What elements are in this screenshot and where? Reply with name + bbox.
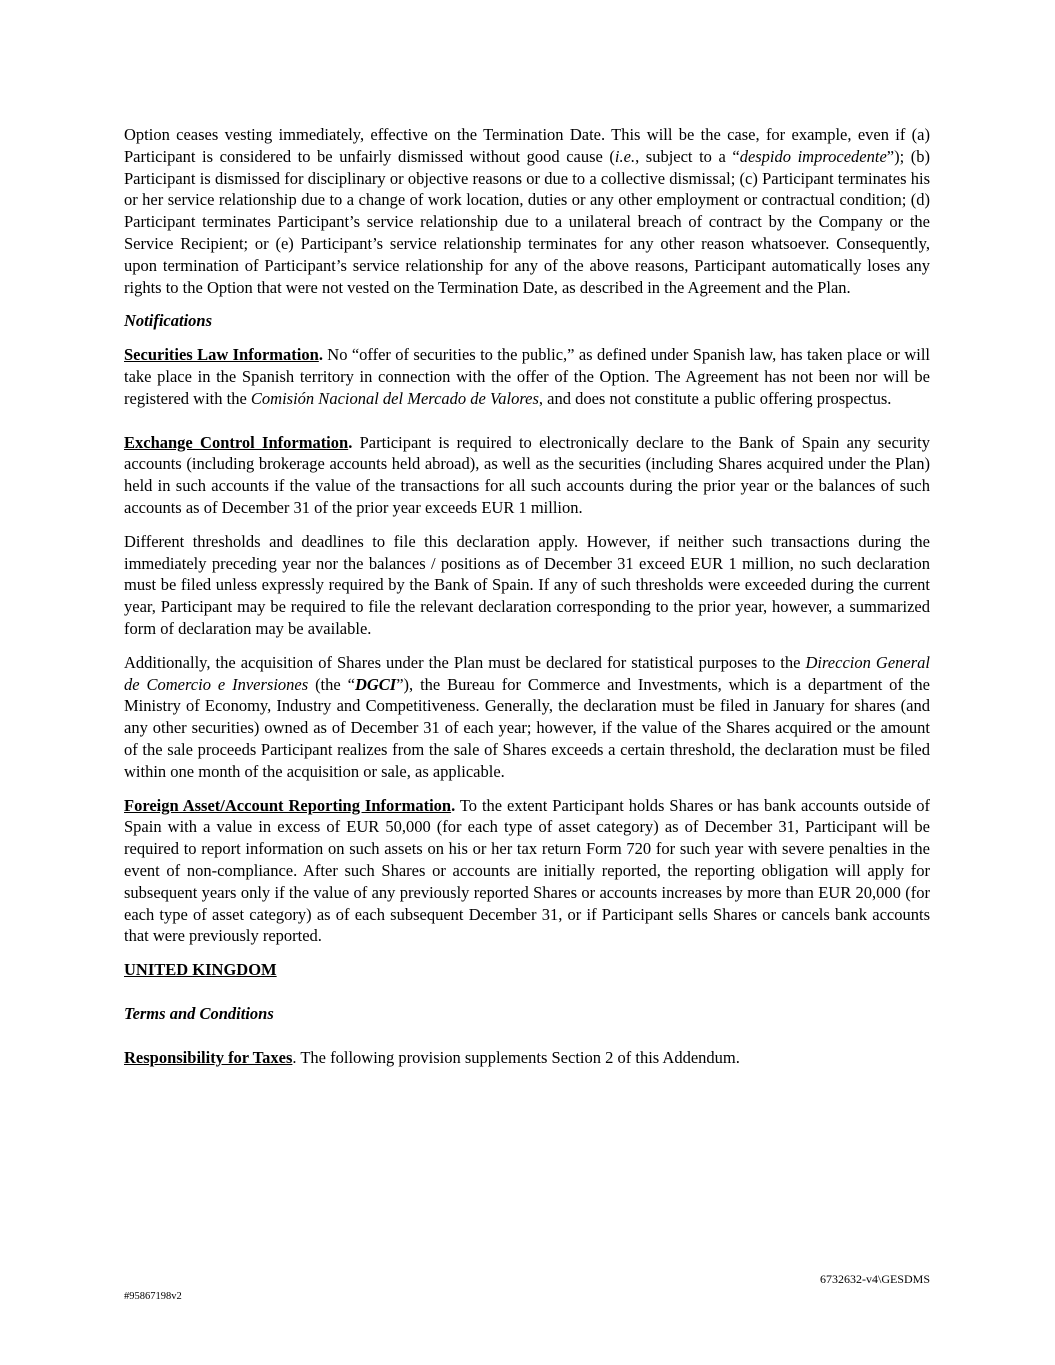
securities-law-lead: Securities Law Information bbox=[124, 345, 319, 365]
ie-term: i.e. bbox=[614, 146, 636, 166]
securities-law-paragraph: Securities Law Information. No “offer of securities to the public,” as defined under Spanish law, has taken place or will take place in the Spanish territory in connection with the offer of the Option. The Agreement has not been nor will be registered with the Comisión Nacional del Mercado de Valores, and does not constitute a public offering prospectus. bbox=[124, 345, 930, 408]
foreign-asset-paragraph: Foreign Asset/Account Reporting Information. To the extent Participant holds Shares or has bank accounts outside of Spain with a value in excess of EUR 50,000 (for each type of asset category) as of December 31, Participant will be required to report information on such assets on his or her tax return Form 720 for such year with severe penalties in the event of non-compliance. After such Shares or accounts are initially reported, the reporting obligation will apply for subsequent years only if the value of any previously reported Shares or accounts increases by more than EUR 20,000 (for each type of asset category) as of each subsequent December 31, or if Participant sells Shares or cancels bank accounts that were previously reported. bbox=[124, 795, 930, 946]
foreign-asset-lead: Foreign Asset/Account Reporting Information bbox=[124, 795, 452, 815]
dgci-full-term: Direccion General de Comercio e Inversiones bbox=[124, 652, 930, 694]
taxes-lead: Responsibility for Taxes bbox=[124, 1047, 293, 1067]
dgci-paragraph: Additionally, the acquisition of Shares under the Plan must be declared for statistical purposes to the Direccion General de Comercio e Inversiones (the “DGCI”), the Bureau for Commerce and Investments, which is a department of the Ministry of Economy, Industry and Competitiveness. Generally, the declaration must be filed in January for shares (and any other securities) owned as of December 31 of each year; however, if the value of the Shares acquired or the amount of the sale proceeds Participant realizes from the sale of Shares exceeds a certain threshold, the declaration must be filed within one month of the acquisition or sale, as applicable. bbox=[124, 652, 930, 781]
thresholds-paragraph: Different thresholds and deadlines to file this declaration apply. However, if neither such transactions during the immediately preceding year nor the balances / positions as of December 31 exceed EUR 1 million, no such declaration must be filed unless expressly required by the Bank of Spain. If any of such thresholds were exceeded during the current year, Participant may be required to file the relevant declaration corresponding to the prior year, however, a summarized form of declaration may be available. bbox=[124, 531, 930, 638]
dgci-term: DGCI bbox=[354, 674, 397, 694]
version-id-footer: #95867198v2 bbox=[124, 1291, 182, 1302]
document-body bbox=[124, 124, 930, 1068]
document-id-footer: 6732632-v4\GESDMS bbox=[819, 1272, 930, 1286]
cnmv-term: Comisión Nacional del Mercado de Valores bbox=[250, 388, 539, 408]
exchange-control-paragraph: Exchange Control Information. Participant is required to electronically declare to the Bank of Spain any security accounts (including brokerage accounts held abroad), as well as the securities (including Shares acquired under the Plan) held in such accounts if the value of the transactions for all such accounts during the prior year or the balances of such accounts as of December 31 of the prior year exceeds EUR 1 million. bbox=[124, 432, 930, 517]
exchange-control-lead: Exchange Control Information bbox=[124, 432, 349, 452]
terms-heading: Terms and Conditions bbox=[124, 1003, 274, 1023]
uk-heading: UNITED KINGDOM bbox=[124, 960, 277, 980]
termination-paragraph: Option ceases vesting immediately, effective on the Termination Date. This will be the case, for example, even if (a) Participant is considered to be unfairly dismissed without good cause (i.e., subject to a “despido improcedente”); (b) Participant is dismissed for disciplinary or objective reasons or due to a collective dismissal; (c) Participant terminates his or her service relationship due to a change of work location, duties or any other employment or contractual condition; (d) Participant terminates Participant’s service relationship due to a unilateral breach of contract by the Company or the Service Recipient; or (e) Participant’s service relationship terminates for any other reason whatsoever. Consequently, upon termination of Participant’s service relationship for any of the above reasons, Participant automatically loses any rights to the Option that were not vested on the Termination Date, as described in the Agreement and the Plan. bbox=[124, 125, 930, 297]
despido-term: despido improcedente bbox=[739, 146, 887, 166]
taxes-paragraph: Responsibility for Taxes. The following provision supplements Section 2 of this Addendum. bbox=[124, 1047, 740, 1067]
notifications-heading: Notifications bbox=[124, 311, 213, 331]
